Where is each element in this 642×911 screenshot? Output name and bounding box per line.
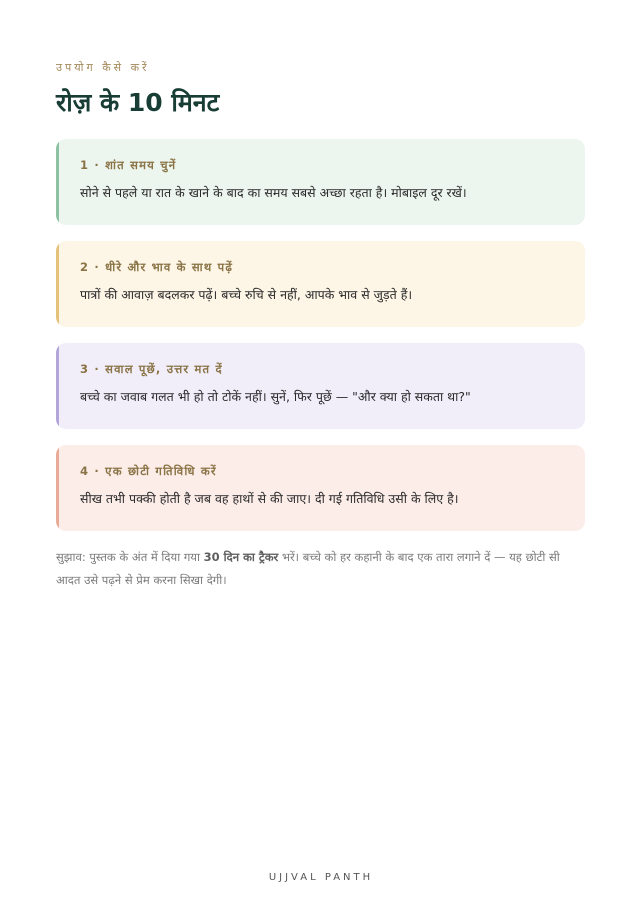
step-card-3 xyxy=(56,343,585,429)
footer-brand: UJJVAL PANTH xyxy=(268,872,374,883)
step-title: 1 · शांत समय चुनें xyxy=(80,158,177,172)
tip-suffix: भरें। बच्चे को हर कहानी के बाद एक तारा लगाने दें — यह छोटी सी आदत उसे पढ़ने से प्रेम करना सिखा देगी। xyxy=(56,550,560,587)
step-title: 4 · एक छोटी गतिविधि करें xyxy=(80,464,217,478)
tip-highlight: 30 दिन का ट्रैकर xyxy=(203,550,279,564)
step-card-2 xyxy=(56,241,585,327)
step-text: सीख तभी पक्की होती है जब वह हाथों से की जाए। दी गई गतिविधि उसी के लिए है। xyxy=(80,491,459,506)
section-kicker: उपयोग कैसे करें xyxy=(56,61,150,74)
step-text: बच्चे का जवाब गलत भी हो तो टोकें नहीं। सुनें, फिर पूछें — "और क्या हो सकता था?" xyxy=(80,389,471,404)
tip-note xyxy=(56,546,585,592)
steps-list xyxy=(56,139,585,531)
step-title: 3 · सवाल पूछें, उत्तर मत दें xyxy=(80,362,223,376)
page-title: रोज़ के 10 मिनट xyxy=(56,88,220,117)
step-card-1 xyxy=(56,139,585,225)
tip-prefix: सुझाव: पुस्तक के अंत में दिया गया xyxy=(56,550,204,564)
step-card-4 xyxy=(56,445,585,531)
page-content xyxy=(56,60,585,592)
step-text: सोने से पहले या रात के खाने के बाद का समय सबसे अच्छा रहता है। मोबाइल दूर रखें। xyxy=(80,185,467,200)
step-text: पात्रों की आवाज़ बदलकर पढ़ें। बच्चे रुचि से नहीं, आपके भाव से जुड़ते हैं। xyxy=(80,287,413,302)
step-title: 2 · धीरे और भाव के साथ पढ़ें xyxy=(80,260,234,274)
